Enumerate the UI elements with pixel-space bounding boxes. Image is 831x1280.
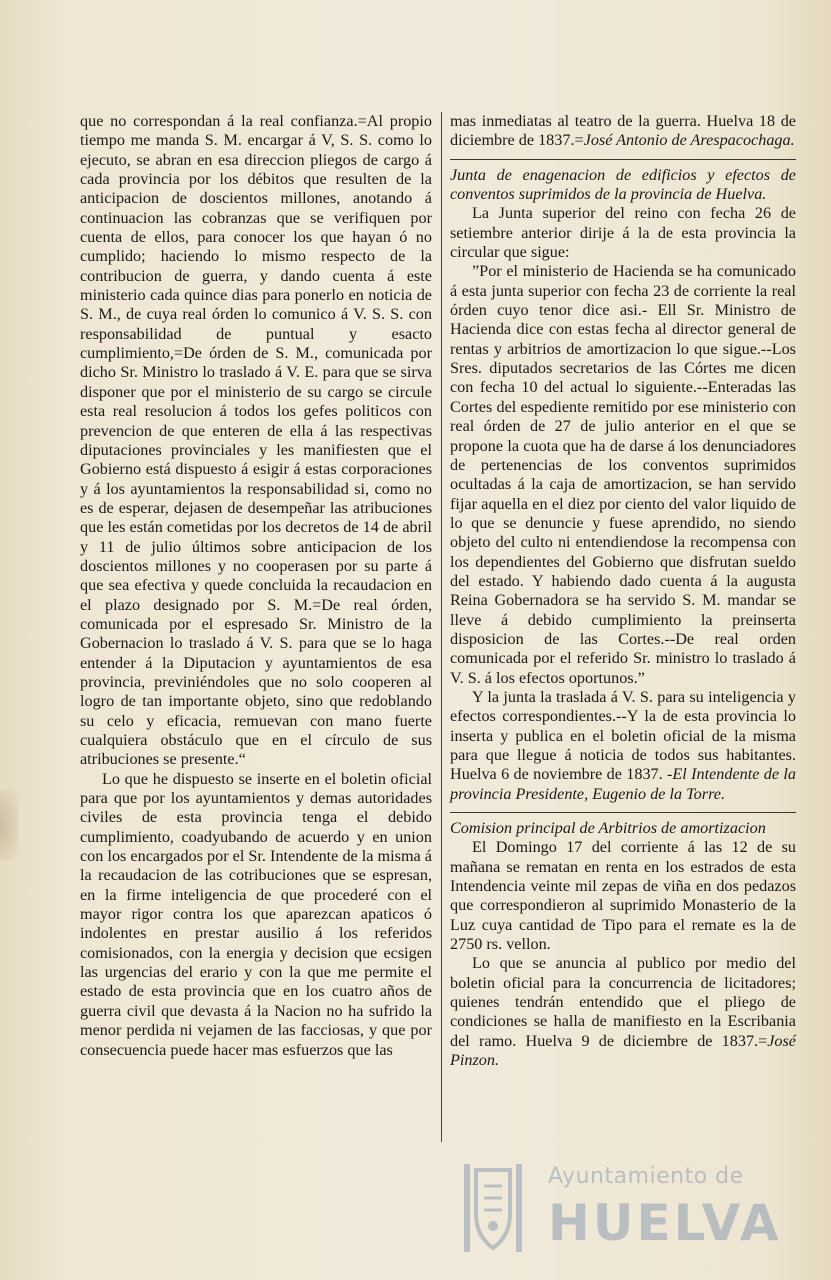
archive-watermark [462,1162,792,1262]
section2-body: El Domingo 17 del corriente á las 12 de su mañana se rematan en renta en los estrados de esta Intendencia veinte mil zepas de viña en dos pedazos que correspondieron al suprimido Monasterio de la Luz cuya cantidad de Tipo para el remate es la de 2750 rs. vellon. [450,838,796,954]
section1-signature: El Intendente de la provincia Presidente, Eugenio de la Torre. [450,765,796,803]
continuation-signature: José Antonio de Arespacochaga. [583,131,795,150]
continuation-body: mas inmediatas al teatro de la guerra. Huelva 18 de diciembre de 1837.= [450,112,796,150]
column-divider [441,112,442,1142]
section2-heading: Comision principal de Arbitrios de amortizacion [450,819,766,838]
left-paragraph-2: Lo que he dispuesto se inserte en el boletin oficial para que por los ayuntamientos y demas autoridades civiles de esta provincia tenga el debido cumplimiento, coadyubando de acuerdo y en union con los encargados por el Sr. Intendente de la misma á la recaudacion de las cotribuciones que se espresan, en la firme inteligencia de que procederé con el mayor rigor contra los que aparezcan apaticos ó indolentes en prestar ausilio á los referidos comisionados, con la energia y decision que ecsigen las urgencias del erario y con la que me permite el estado de esta provincia que en los cuatro años de guerra civil que devasta á la Nacion no ha sufrido la menor perdida ni vejamen de las facciosas, y que por consecuencia puede hacer mas esfuerzos que las [80,769,432,1059]
left-paragraph-1: que no correspondan á la real confianza.=Al propio tiempo me manda S. M. encargar á V, S. S. como lo ejecuto, se abran en esa direccion pliegos de cargo á cada provincia por los débitos que resulten de la anticipacion de doscientos millones, anotando á continuacion las cobranzas que se verifiquen por cuenta de ellos, para conocer los que hayan ó no cumplido; haciendo lo mismo respecto de la contribucion de guerra, y dando cuenta á este ministerio cada quince dias para ponerlo en noticia de S. M., de cuya real órden lo comunico á V. S. S. con responsabilidad de puntual y esacto cumplimiento,=De órden de S. M., comunicada por dicho Sr. Ministro lo traslado á V. E. para que se sirva disponer que por el ministerio de su cargo se circule esta real resolucion á todos los gefes politicos con prevencion de que enteren de ella á las respectivas diputaciones provinciales y les manifiesten que el Gobierno está dispuesto á esigir á estas corporaciones y á los ayuntamientos la responsabilidad si, como no es de esperar, dejasen de desempeñar las atribuciones que les están cometidas por los decretos de 14 de abril y 11 de julio últimos sobre anticipacion de los doscientos millones y no cooperasen por su parte á que sea efectiva y quede concluida la recaudacion en el plazo designado por S. M.=De real órden, comunicada por el espresado Sr. Ministro de la Gobernacion lo traslado á V. S. para que se lo haga entender á la Diputacion y ayuntamientos de esa provincia, previniéndoles que no solo cooperen al logro de tan importante objeto, sino que redoblando su celo y eficacia, remuevan con mano fuerte cualquiera obstáculo que en el círculo de sus atribuciones se presente.“ [80,112,432,769]
section1-intro: La Junta superior del reino con fecha 26 de setiembre anterior dirije á la de esta provincia la circular que sigue: [450,204,796,262]
coat-of-arms-icon [462,1162,524,1254]
section-rule-1 [450,159,796,160]
section1-closing-body: Y la junta la traslada á V. S. para su inteligencia y efectos correspondientes.--Y la de esta provincia lo inserta y publica en el boletin oficial de la misma para que llegue á noticia de todos sus habitantes. Huelva 6 de noviembre de 1837. - [450,687,796,784]
section2-closing [450,954,796,1070]
section1-closing [450,688,796,804]
right-column [450,112,796,1071]
section1-heading: Junta de enagenacion de edificios y efectos de conventos suprimidos de la provincia de Huelva. [450,165,796,204]
section1-quote: ”Por el ministerio de Hacienda se ha comunicado á esta junta superior con fecha 23 de corriente la real órden cuyo tenor dice asi.- Ell Sr. Ministro de Hacienda dice con estas fecha al director general de rentas y arbitrios de amortizacion lo que sigue.--Los Sres. diputados secretarios de las Córtes me dicen con fecha 10 del actual lo siguiente.--Enteradas las Cortes del espediente remitido por ese ministerio con real órden de 27 de julio anterior en el que se propone la cuota que ha de darse á los denunciadores de pertenencias de los conventos suprimidos ocultadas á la caja de amortizacion, se han servido fijar aquella en el diez por ciento del valor liquido de lo que se denuncie y fuese aprendido, no siendo objeto del culto ni entendiendose la recompensa con los dependientes del Gobierno que disfrutan sueldo del estado. Y habiendo dado cuenta á la augusta Reina Gobernadora se ha servido S. M. mandar se lleve á debido cumplimiento la preinserta disposicion de las Cortes.--De real orden comunicada por el referido Sr. ministro lo traslado á V. S. á los efectos oportunos.” [450,262,796,687]
watermark-line-1: Ayuntamiento de [548,1164,744,1189]
paper-stain [0,790,18,860]
section2-closing-body: Lo que se anuncia al publico por medio del boletin oficial para la concurrencia de licitadores; quienes tendrán entendido que el pliego de condiciones se halla de manifiesto en la Escribania del ramo. Huelva 9 de diciembre de 1837.= [450,954,796,1050]
watermark-line-2: HUELVA [548,1194,782,1252]
left-column [80,112,432,1060]
section-rule-2 [450,812,796,813]
section2-signature: José Pinzon. [450,1031,796,1070]
continuation-text [450,112,796,151]
